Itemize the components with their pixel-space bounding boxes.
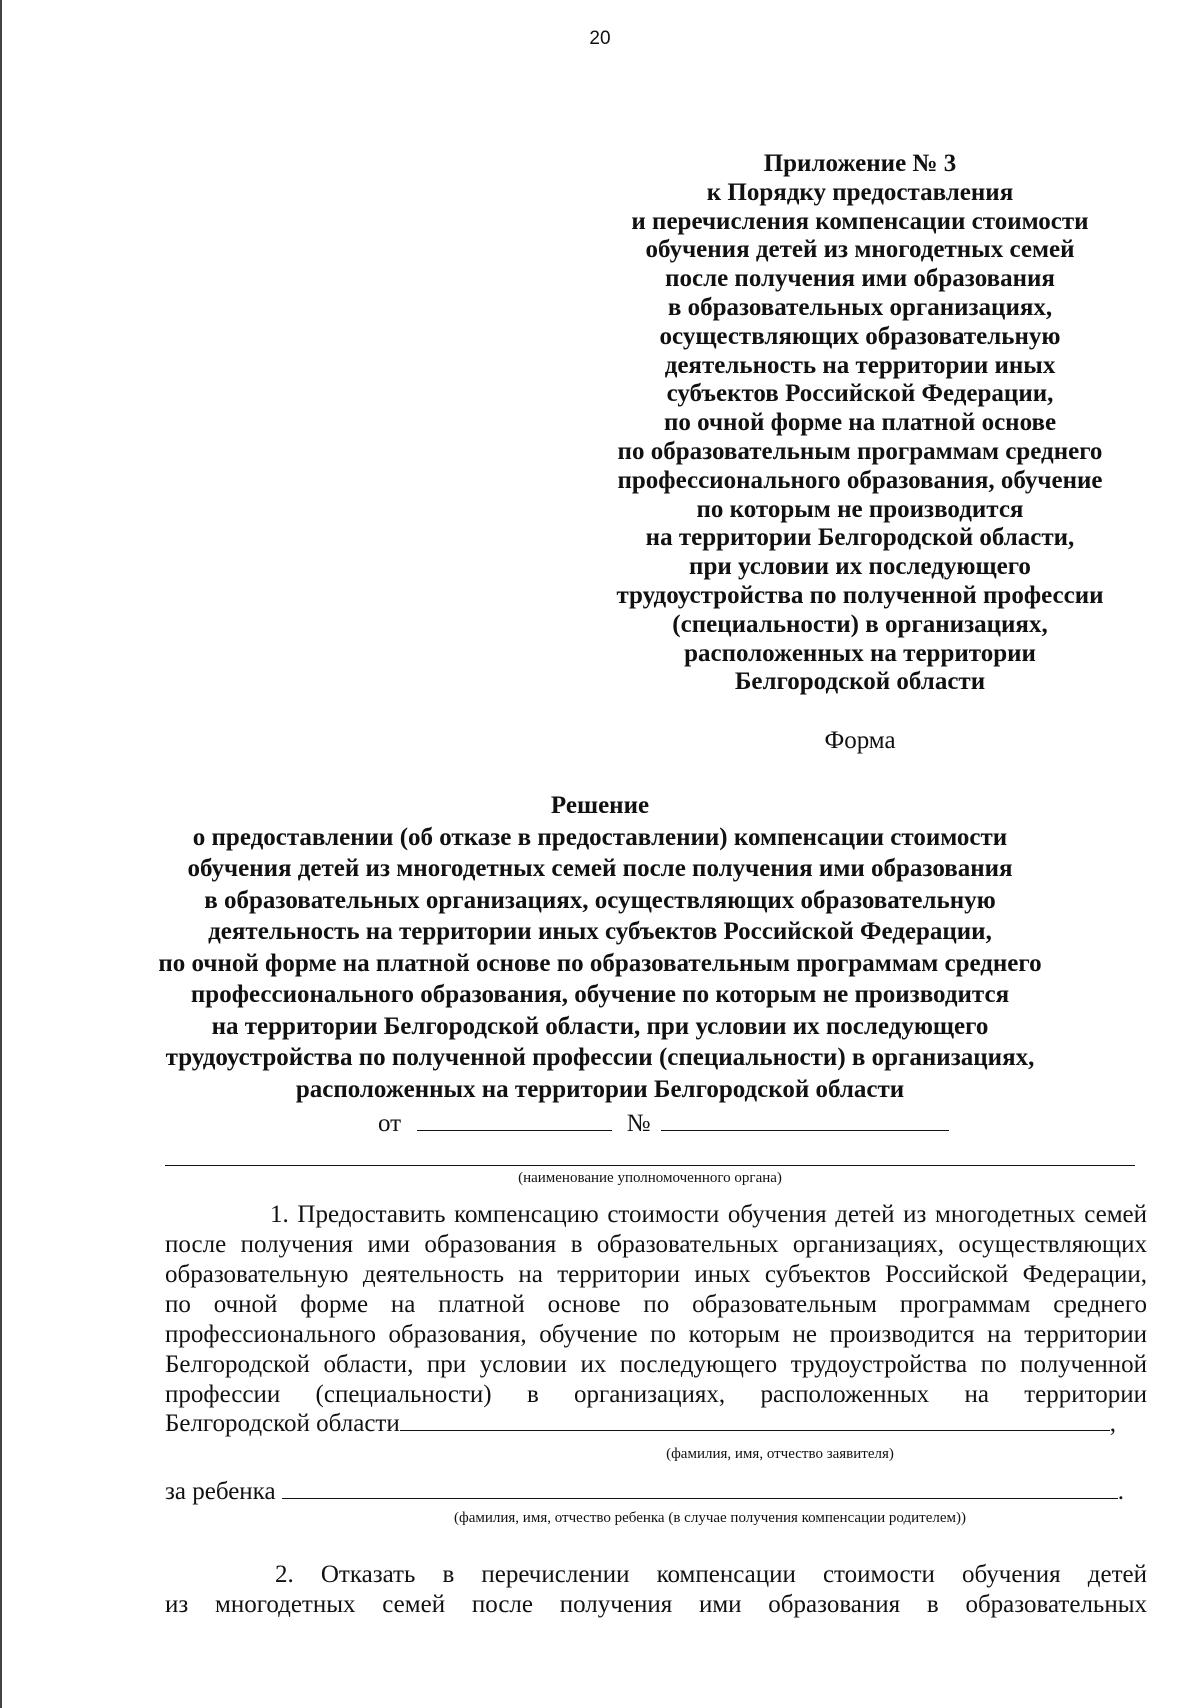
org-caption: (наименование уполномоченного органа) (518, 1170, 782, 1186)
child-prefix: за ребенка (165, 1478, 276, 1505)
appendix-line: в образовательных организациях, (667, 293, 1053, 321)
decision-line: о предоставлении (об отказе в предоставлении) компенсации стоимости (192, 823, 1008, 851)
appendix-line: на территории Белгородской области, (645, 524, 1075, 552)
decision-line: обучения детей из многодетных семей после получения ими образования (187, 855, 1013, 882)
paragraph-line: после получения ими образования в образовательных организациях, осуществляющих (165, 1231, 1147, 1258)
child-caption: (фамилия, имя, отчество ребенка (в случае получения компенсации родителем)) (454, 1510, 966, 1526)
child-suffix: . (1117, 1478, 1125, 1505)
applicant-prefix: Белгородской области (165, 1410, 400, 1437)
decision-line: расположенных на территории Белгородской области (295, 1075, 905, 1103)
appendix-line: к Порядку предоставления (706, 178, 1014, 206)
appendix-line: деятельность на территории иных (664, 351, 1056, 379)
applicant-row (165, 1410, 1147, 1438)
paragraph-line: Белгородской области, при условии их последующего трудоустройства по полученной (165, 1351, 1147, 1378)
appendix-line: профессионального образования, обучение (617, 466, 1103, 494)
appendix-line: (специальности) в организациях, (672, 610, 1048, 638)
appendix-line: Приложение № 3 (763, 150, 957, 177)
number-sign: № (626, 1110, 651, 1137)
date-prefix: от (378, 1110, 402, 1137)
number-field[interactable] (661, 1110, 949, 1131)
decision-line: в образовательных организациях, осуществляющих образовательную (204, 886, 996, 914)
appendix-line: расположенных на территории (684, 639, 1036, 667)
applicant-caption: (фамилия, имя, отчество заявителя) (666, 1446, 894, 1462)
decision-line: деятельность на территории иных субъектов Российской Федерации, (208, 918, 992, 945)
appendix-line: трудоустройства по полученной профессии (616, 581, 1104, 609)
decision-title (150, 790, 1050, 1105)
appendix-line: по очной форме на платной основе (663, 409, 1057, 437)
paragraph-1 (165, 1200, 1147, 1410)
paragraph-line: профессии (специальности) в организациях, расположенных на территории (165, 1381, 1147, 1408)
appendix-line: по которым не производится (696, 495, 1024, 523)
paragraph-2 (165, 1560, 1147, 1620)
paragraph-line: из многодетных семей после получения ими образования в образовательных (165, 1591, 1147, 1618)
date-field[interactable] (417, 1110, 612, 1131)
appendix-line: при условии их последующего (689, 553, 1031, 581)
applicant-suffix: , (1109, 1410, 1116, 1437)
applicant-name-field[interactable] (400, 1410, 1110, 1431)
appendix-line: осуществляющих образовательную (659, 322, 1061, 350)
page-number: 20 (589, 28, 611, 49)
paragraph-line: 2. Отказать в перечислении компенсации стоимости обучения детей (275, 1561, 1147, 1588)
appendix-line: субъектов Российской Федерации, (666, 380, 1054, 408)
child-row (165, 1478, 1147, 1506)
form-label: Форма (824, 727, 896, 754)
paragraph-line: профессионального образования, обучение по которым не производится на территории (165, 1321, 1147, 1348)
decision-line: трудоустройства по полученной профессии (специальности) в организациях, (165, 1044, 1035, 1071)
scan-edge-line (0, 0, 2, 1708)
child-name-field[interactable] (282, 1478, 1118, 1499)
decision-line: профессионального образования, обучение по которым не производится (190, 981, 1010, 1008)
org-name-field[interactable] (165, 1165, 1135, 1166)
appendix-line: по образовательным программам среднего (617, 437, 1103, 465)
date-number-line (378, 1110, 949, 1138)
decision-line: на территории Белгородской области, при условии их последующего (211, 1012, 989, 1040)
decision-line: по очной форме на платной основе по образовательным программам среднего (158, 949, 1042, 977)
decision-line: Решение (550, 792, 650, 819)
paragraph-line: по очной форме на платной основе по образовательным программам среднего (165, 1291, 1147, 1318)
paragraph-line: 1. Предоставить компенсацию стоимости обучения детей из многодетных семей (270, 1201, 1147, 1228)
appendix-line: обучения детей из многодетных семей (645, 236, 1075, 264)
appendix-line: Белгородской области (734, 668, 986, 696)
appendix-line: и перечисления компенсации стоимости (631, 207, 1089, 235)
appendix-line: после получения ими образования (665, 265, 1055, 293)
appendix-header (590, 150, 1130, 697)
paragraph-line: образовательную деятельность на территории иных субъектов Российской Федерации, (165, 1261, 1147, 1288)
